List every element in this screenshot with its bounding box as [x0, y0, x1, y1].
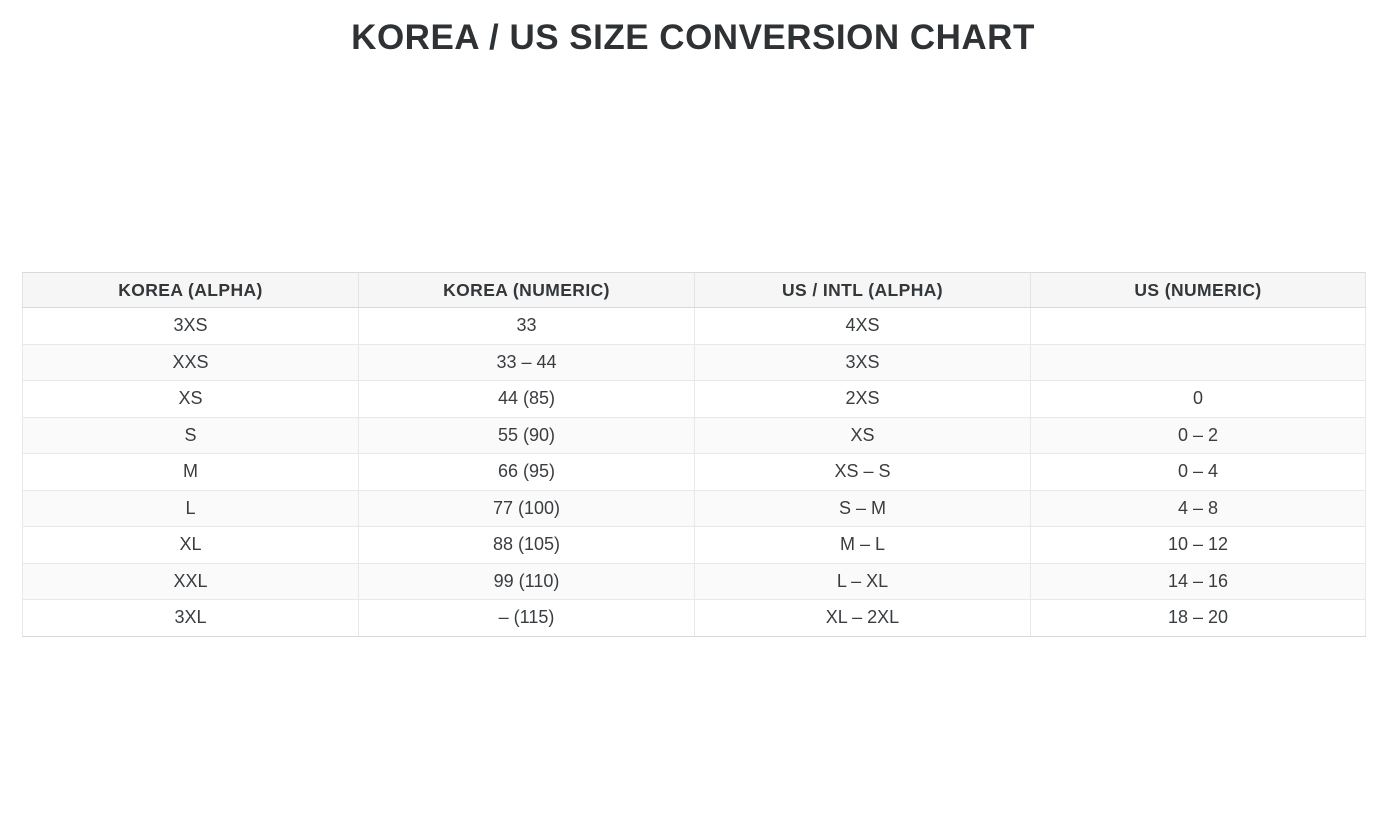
- table-row: [23, 527, 1366, 564]
- cell-korea-numeric: 88 (105): [359, 527, 695, 564]
- table-row: [23, 344, 1366, 381]
- table-row: [23, 308, 1366, 345]
- cell-us-intl-alpha: 4XS: [695, 308, 1031, 345]
- cell-korea-numeric: 66 (95): [359, 454, 695, 491]
- cell-us-intl-alpha: S – M: [695, 490, 1031, 527]
- cell-us-numeric: 4 – 8: [1031, 490, 1366, 527]
- cell-us-intl-alpha: 2XS: [695, 381, 1031, 418]
- cell-us-intl-alpha: L – XL: [695, 563, 1031, 600]
- table-row: [23, 454, 1366, 491]
- column-header-korea-alpha: KOREA (ALPHA): [23, 273, 359, 308]
- size-conversion-table: [22, 272, 1366, 637]
- cell-us-numeric: [1031, 308, 1366, 345]
- cell-korea-alpha: S: [23, 417, 359, 454]
- page-title: KOREA / US SIZE CONVERSION CHART: [351, 18, 1035, 57]
- cell-us-intl-alpha: M – L: [695, 527, 1031, 564]
- cell-korea-numeric: 44 (85): [359, 381, 695, 418]
- table-row: [23, 600, 1366, 637]
- column-header-us-intl-alpha: US / INTL (ALPHA): [695, 273, 1031, 308]
- cell-us-numeric: 0 – 2: [1031, 417, 1366, 454]
- table-header-row: [23, 273, 1366, 308]
- table-header: [23, 273, 1366, 308]
- cell-korea-numeric: – (115): [359, 600, 695, 637]
- cell-korea-alpha: L: [23, 490, 359, 527]
- cell-korea-alpha: 3XL: [23, 600, 359, 637]
- cell-korea-alpha: XXL: [23, 563, 359, 600]
- cell-korea-alpha: XL: [23, 527, 359, 564]
- table-row: [23, 563, 1366, 600]
- table-row: [23, 490, 1366, 527]
- cell-us-intl-alpha: XS – S: [695, 454, 1031, 491]
- cell-korea-alpha: XXS: [23, 344, 359, 381]
- cell-us-intl-alpha: XL – 2XL: [695, 600, 1031, 637]
- cell-us-intl-alpha: XS: [695, 417, 1031, 454]
- cell-korea-alpha: 3XS: [23, 308, 359, 345]
- cell-us-intl-alpha: 3XS: [695, 344, 1031, 381]
- table-body: [23, 308, 1366, 637]
- table-row: [23, 381, 1366, 418]
- cell-korea-alpha: M: [23, 454, 359, 491]
- table-row: [23, 417, 1366, 454]
- cell-us-numeric: [1031, 344, 1366, 381]
- cell-korea-numeric: 99 (110): [359, 563, 695, 600]
- cell-us-numeric: 0 – 4: [1031, 454, 1366, 491]
- cell-us-numeric: 10 – 12: [1031, 527, 1366, 564]
- column-header-korea-numeric: KOREA (NUMERIC): [359, 273, 695, 308]
- column-header-us-numeric: US (NUMERIC): [1031, 273, 1366, 308]
- cell-korea-numeric: 33 – 44: [359, 344, 695, 381]
- cell-korea-numeric: 55 (90): [359, 417, 695, 454]
- size-conversion-table-container: [22, 272, 1365, 637]
- cell-korea-numeric: 33: [359, 308, 695, 345]
- cell-korea-numeric: 77 (100): [359, 490, 695, 527]
- cell-us-numeric: 18 – 20: [1031, 600, 1366, 637]
- cell-us-numeric: 0: [1031, 381, 1366, 418]
- cell-korea-alpha: XS: [23, 381, 359, 418]
- cell-us-numeric: 14 – 16: [1031, 563, 1366, 600]
